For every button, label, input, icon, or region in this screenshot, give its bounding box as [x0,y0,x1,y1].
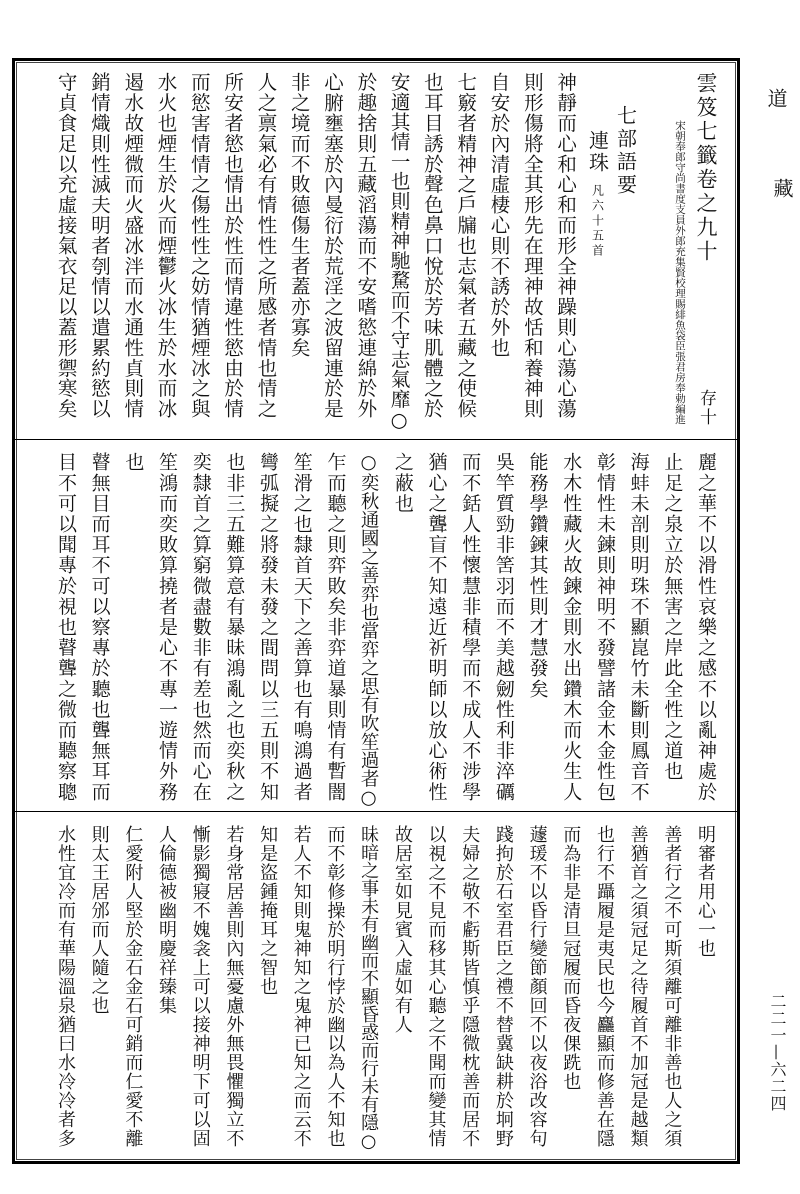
text-column: 自安於內清虛棲心則不誘於外也 [487,72,511,358]
scroll-title: 雲笈七籤卷之九十 [694,72,718,264]
text-column: 彎弧擬之將發未發之間問以三五則不知 [257,452,280,803]
text-column: 而不彰修操於明行悖於幽以為人不知也 [324,825,346,1148]
text-column: 神靜而心和心和而形全神躁則心蕩心蕩 [554,72,578,419]
text-column: 之蔽也 [391,452,414,514]
text-column: 笙滑之也隸首天下之善算也有鳴鴻過者 [290,452,313,803]
text-column: 所安者慾也情出於性而情違性慾由於情 [221,72,245,419]
panel-bottom [15,812,737,1159]
text-column: 海蚌未剖則明珠不顯崑竹未斷則鳳音不 [627,452,650,803]
text-column: 乍而聽之則弈敗矣非弈道暴則情有暫闇 [324,452,347,803]
subsection-title: 連珠 [585,130,610,174]
page-number: 二二一—六二四 [768,993,787,1112]
text-column: 知是盜鍾掩耳之智也 [257,825,279,996]
text-column: 善猶首之須冠足之待履首不加冠是越類 [627,825,649,1148]
text-column: 七竅者精神之戶牖也志氣者五藏之使候 [454,72,478,419]
text-column: 水性宜冷而有華陽溫泉猶曰水冷冷者多 [54,825,76,1148]
text-column: 蘧瑗不以昏行變節顏回不以夜浴改容句 [526,825,548,1148]
subsection-note: 凡六十五首 [590,184,605,259]
text-column: 也非三五難算意有暴昧鴻亂之也奕秋之 [223,452,246,803]
text-column: 目不可以聞專於視也瞽聾之微而聽察聰 [54,452,77,803]
text-column: 彰情性未鍊則神明不發譬諸金木金性包 [593,452,616,803]
title-mark: 存十 [696,389,716,427]
text-column: 心腑壅塞於內曼衍於荒淫之波留連於是 [321,72,345,419]
text-column: 則形傷將全其形先在理神故恬和養神則 [520,72,544,419]
text-column: 麗之華不以滑性哀樂之感不以亂神處於 [695,452,717,803]
subsection-heading [584,72,612,439]
text-column: 慚影獨寢不媿衾上可以接神明下可以固 [189,825,211,1148]
text-column: 也 [122,452,145,473]
text-column: ○奕秋通國之善弈也當弈之思有吹笙過者○ [358,452,380,809]
text-column: 銷情熾則性滅夫明者刳情以遣累約慾以 [87,72,111,419]
text-column: 而為非是清旦冠履而昏夜倮跣也 [560,825,582,1091]
text-column: 水木性藏火故鍊金則水出鑽木而火生人 [560,452,583,803]
text-column: 於趣捨則五藏滔蕩而不安嗜慾連綿於外 [354,72,378,419]
canon-label-dao: 道 [764,88,788,108]
text-column: 猶心之聾盲不知遠近祈明師以放心術性 [425,452,448,803]
text-column: 安適其情一也則精神馳騖而不守志氣靡○ [387,72,411,432]
text-column: 以視之不見而移其心聽之不聞而變其情 [425,825,447,1148]
compiler-line: 宋朝奉郎守尚書度支員外郎充集賢校理賜緋魚袋臣張君房奉勅編進 [674,120,686,425]
text-column: 人倫德被幽明慶祥臻集 [156,825,177,1015]
text-column: 奕隸首之算窮微盡數非有差也然而心在 [189,452,212,803]
canon-label-zang: 藏 [770,178,794,198]
text-column: 明審者用心一也 [695,825,716,958]
text-column: 也行不躡履是夷民也今麤顯而修善在隱 [593,825,615,1148]
text-column: 而不銛人性懷慧非積學而不成人不涉學 [459,452,482,803]
text-column: 夫婦之敬不虧斯皆慎乎隱微枕善而居不 [459,825,481,1148]
text-column: 若人不知則鬼神知之鬼神已知之而云不 [290,825,312,1148]
text-column: 人之禀氣必有情性性之所感者情也情之 [254,72,278,419]
text-column: 則太王居邠而人隨之也 [88,825,110,1015]
text-column: 水火也煙生於火而煙鬱火冰生於水而冰 [154,72,178,419]
text-column: 瞽無目而耳不可以察專於聽也聾無耳而 [88,452,111,803]
text-column: 故居室如見賓入虛如有人 [391,825,413,1034]
section-heading: 七部語要 [613,105,638,197]
title-column [689,72,722,439]
text-column: 止足之泉立於無害之岸此全性之道也 [661,452,684,782]
text-column: 善者行之不可斯須離可離非善也人之須 [661,825,683,1148]
panel-top [15,61,737,440]
text-column: 能務學鑽鍊其性則才慧發矣 [526,452,549,700]
text-column: 若身常居善則內無憂慮外無畏懼獨立不 [223,825,245,1148]
text-column: 遏水故煙微而火盛冰泮而水通性貞則情 [121,72,145,419]
text-column: 而慾害情情之傷性性之妨情猶煙冰之與 [187,72,211,419]
text-column: 仁愛附人堅於金石金石可銷而仁愛不離 [122,825,144,1148]
page-frame [12,58,740,1164]
text-column: 吳竿質勁非筈羽而不美越劒性利非淬礪 [492,452,515,803]
panel-middle [15,440,737,812]
text-column: 笙鴻而奕敗算撓者是心不專一遊情外務 [156,452,178,803]
text-column: 非之境而不敗德傷生者蓋亦寡矣 [287,72,311,358]
text-column: 守貞食足以充虛接氣衣足以蓋形禦寒矣 [54,72,78,419]
text-column: 踐拘於石室君臣之禮不替冀缺耕於坰野 [492,825,514,1148]
text-column: 昧暗之事未有幽而不顯昏惑而行未有隱○ [358,825,380,1152]
text-column: 也耳目誘於聲色鼻口悅於芳味肌體之於 [420,72,444,419]
